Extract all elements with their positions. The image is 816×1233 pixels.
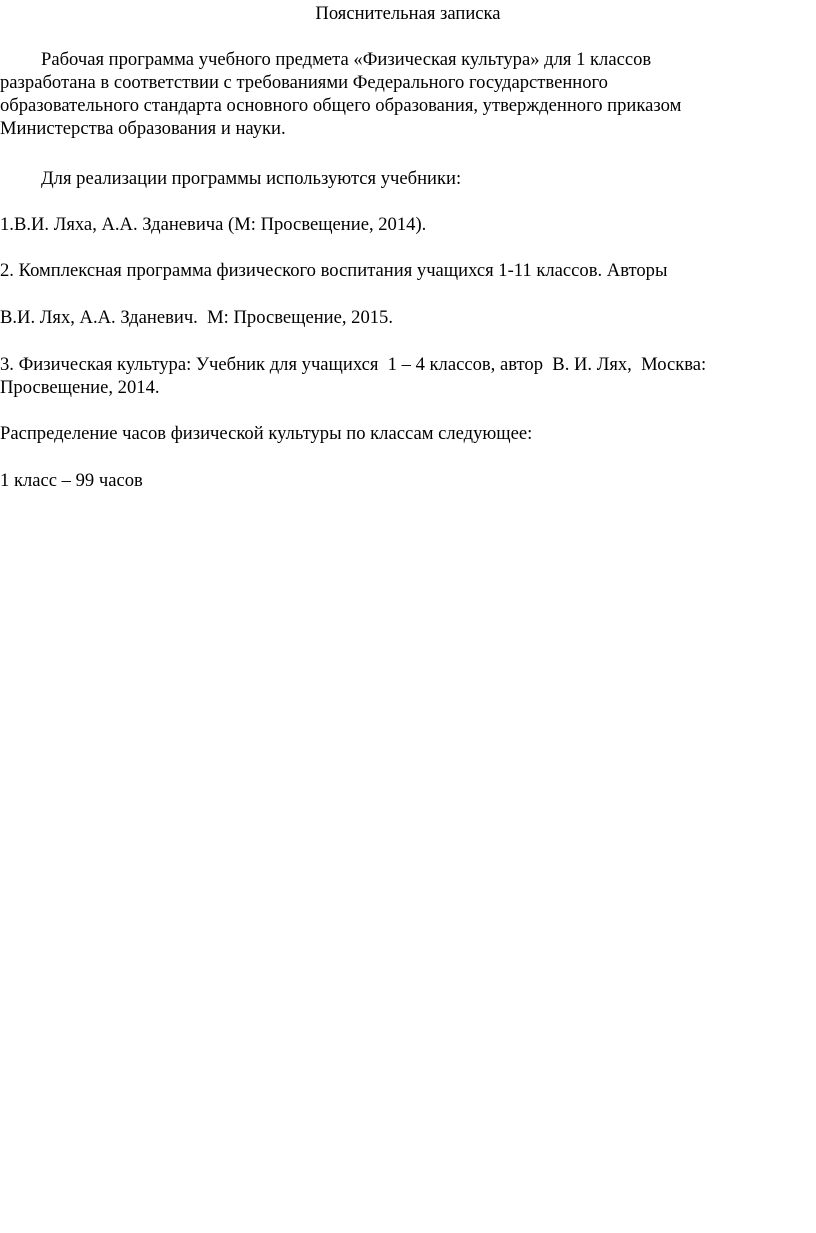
textbook-item-2-continuation: В.И. Лях, А.А. Зданевич. М: Просвещение, 2015. [0,307,393,328]
textbook-item-1: 1.В.И. Ляха, А.А. Зданевича (М: Просвещение, 2014). [0,214,427,235]
document-title: Пояснительная записка [315,3,501,24]
textbook-item-2: 2. Комплексная программа физического воспитания учащихся 1-11 классов. Авторы [0,260,668,281]
hours-first-class: 1 класс – 99 часов [0,470,143,491]
intro-line-4: Министерства образования и науки. [0,118,286,139]
textbook-item-3-line-1: 3. Физическая культура: Учебник для учащихся 1 – 4 классов, автор В. И. Лях, Москва: [0,354,707,375]
textbooks-intro: Для реализации программы используются учебники: [41,168,462,189]
intro-line-1: Рабочая программа учебного предмета «Физическая культура» для 1 классов [41,49,652,70]
intro-line-2: разработана в соответствии с требованиями Федерального государственного [0,72,608,93]
textbook-item-3-line-2: Просвещение, 2014. [0,377,160,398]
intro-line-3: образовательного стандарта основного общего образования, утвержденного приказом [0,95,682,116]
hours-distribution-heading: Распределение часов физической культуры по классам следующее: [0,423,533,444]
